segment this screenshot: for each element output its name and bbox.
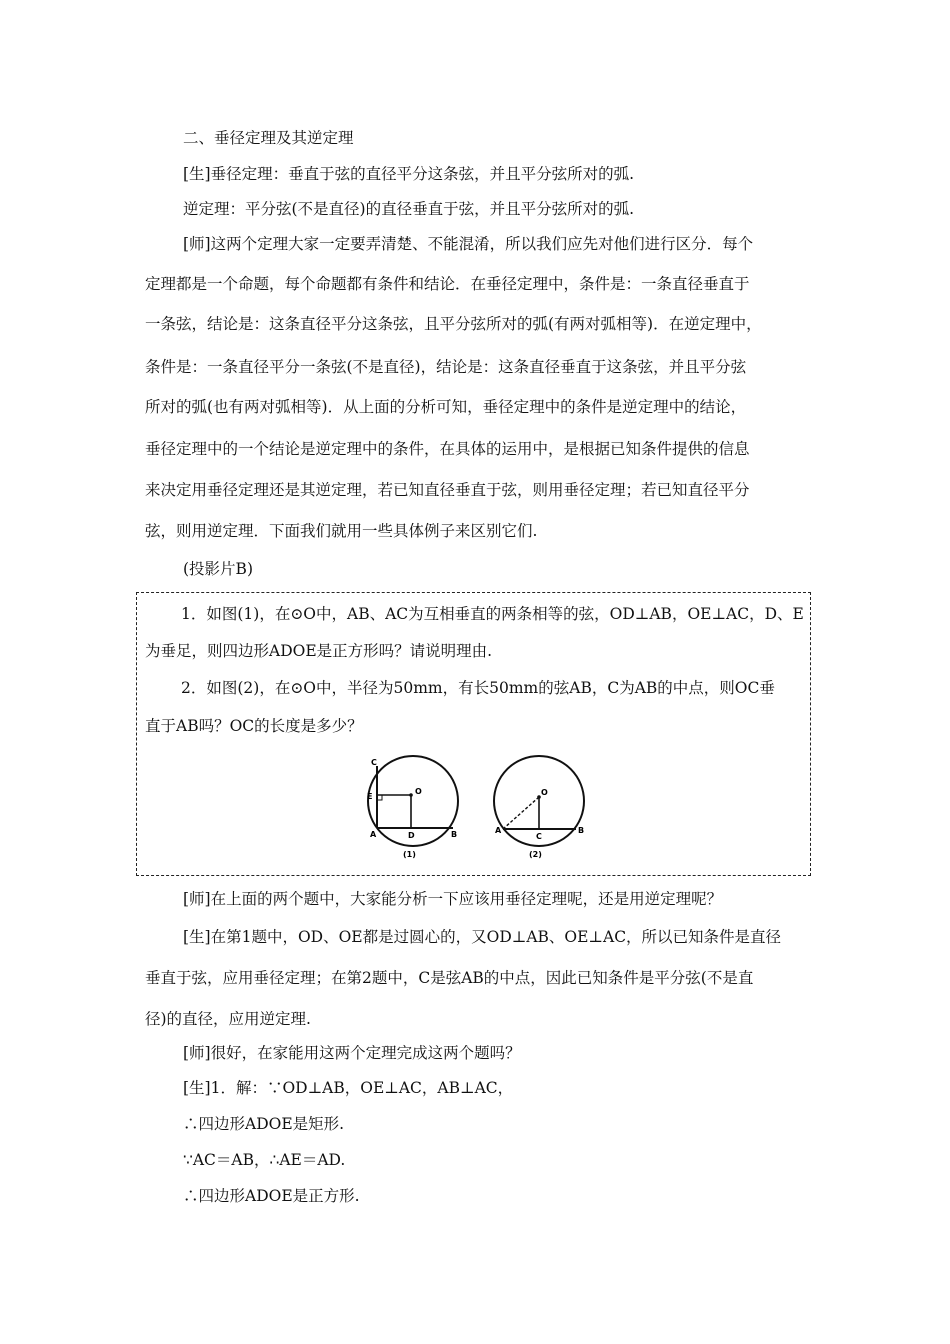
teacher-para-line: 一条弦，结论是：这条直径平分这条弦，且平分弦所对的弧(有两对弧相等)．在逆定理中， <box>145 315 762 333</box>
slide-box <box>136 592 811 876</box>
after-line: [师]在上面的两个题中，大家能分析一下应该用垂径定理呢，还是用逆定理呢？ <box>183 890 723 908</box>
teacher-para-line: 弦，则用逆定理．下面我们就用一些具体例子来区别它们. <box>145 522 538 540</box>
figure-1 <box>363 753 463 865</box>
teacher-para-line: 所对的弧(也有两对弧相等)．从上面的分析可知，垂径定理中的条件是逆定理中的结论， <box>145 398 747 416</box>
point-label: E <box>367 792 373 801</box>
point-label: A <box>370 830 377 839</box>
point-label: C <box>371 758 377 767</box>
figure-1-caption: (1) <box>403 850 416 859</box>
after-line: 径)的直径，应用逆定理. <box>145 1010 311 1028</box>
teacher-para-line: 来决定用垂径定理还是其逆定理，若已知直径垂直于弦，则用垂径定理；若已知直径平分 <box>145 481 750 499</box>
teacher-para-line: [师]这两个定理大家一定要弄清楚、不能混淆，所以我们应先对他们进行区分．每个 <box>183 235 754 253</box>
point-o <box>409 793 413 797</box>
question-2-line-2: 直于AB吗？OC的长度是多少？ <box>145 717 363 735</box>
figure-2 <box>489 753 589 865</box>
teacher-para-line: 条件是：一条直径平分一条弦(不是直径)，结论是：这条直径垂直于这条弦，并且平分弦 <box>145 358 747 376</box>
segment-oa-dashed <box>503 797 539 829</box>
question-1-line-2: 为垂足，则四边形ADOE是正方形吗？请说明理由. <box>145 642 493 660</box>
after-line: [师]很好，在家能用这两个定理完成这两个题吗？ <box>183 1044 521 1062</box>
point-label: B <box>578 826 585 835</box>
section-title: 二、垂径定理及其逆定理 <box>183 129 354 147</box>
after-line: [生]在第1题中，OD、OE都是过圆心的，又OD⊥AB、OE⊥AC，所以已知条件是直径 <box>183 928 782 946</box>
point-label: O <box>415 787 422 796</box>
theorem-statement: [生]垂径定理：垂直于弦的直径平分这条弦，并且平分弦所对的弧. <box>183 165 635 183</box>
after-line: 垂直于弦，应用垂径定理；在第2题中，C是弦AB的中点，因此已知条件是平分弦(不是直 <box>145 969 754 987</box>
point-label: A <box>495 826 502 835</box>
teacher-para-line: 垂径定理中的一个结论是逆定理中的条件，在具体的运用中，是根据已知条件提供的信息 <box>145 440 750 458</box>
question-2-line-1: 2．如图(2)，在⊙O中，半径为50mm，有长50mm的弦AB，C为AB的中点，则OC垂 <box>181 679 775 697</box>
point-label: C <box>536 832 542 841</box>
after-line: ∴四边形ADOE是正方形. <box>183 1187 360 1205</box>
after-line: [生]1．解：∵OD⊥AB，OE⊥AC，AB⊥AC， <box>183 1079 514 1097</box>
point-label: O <box>541 788 548 797</box>
point-label: D <box>408 831 415 840</box>
converse-statement: 逆定理：平分弦(不是直径)的直径垂直于弦，并且平分弦所对的弧. <box>183 200 635 218</box>
after-line: ∴四边形ADOE是矩形. <box>183 1115 345 1133</box>
question-1-line-1: 1．如图(1)，在⊙O中，AB、AC为互相垂直的两条相等的弦，OD⊥AB，OE⊥AC，D、E <box>181 605 804 623</box>
after-line: ∵AC＝AB，∴AE＝AD. <box>183 1151 346 1169</box>
figure-2-caption: (2) <box>529 850 542 859</box>
teacher-para-line: 定理都是一个命题，每个命题都有条件和结论．在垂径定理中，条件是：一条直径垂直于 <box>145 275 750 293</box>
slide-label: (投影片B) <box>183 560 253 578</box>
point-label: B <box>451 830 458 839</box>
